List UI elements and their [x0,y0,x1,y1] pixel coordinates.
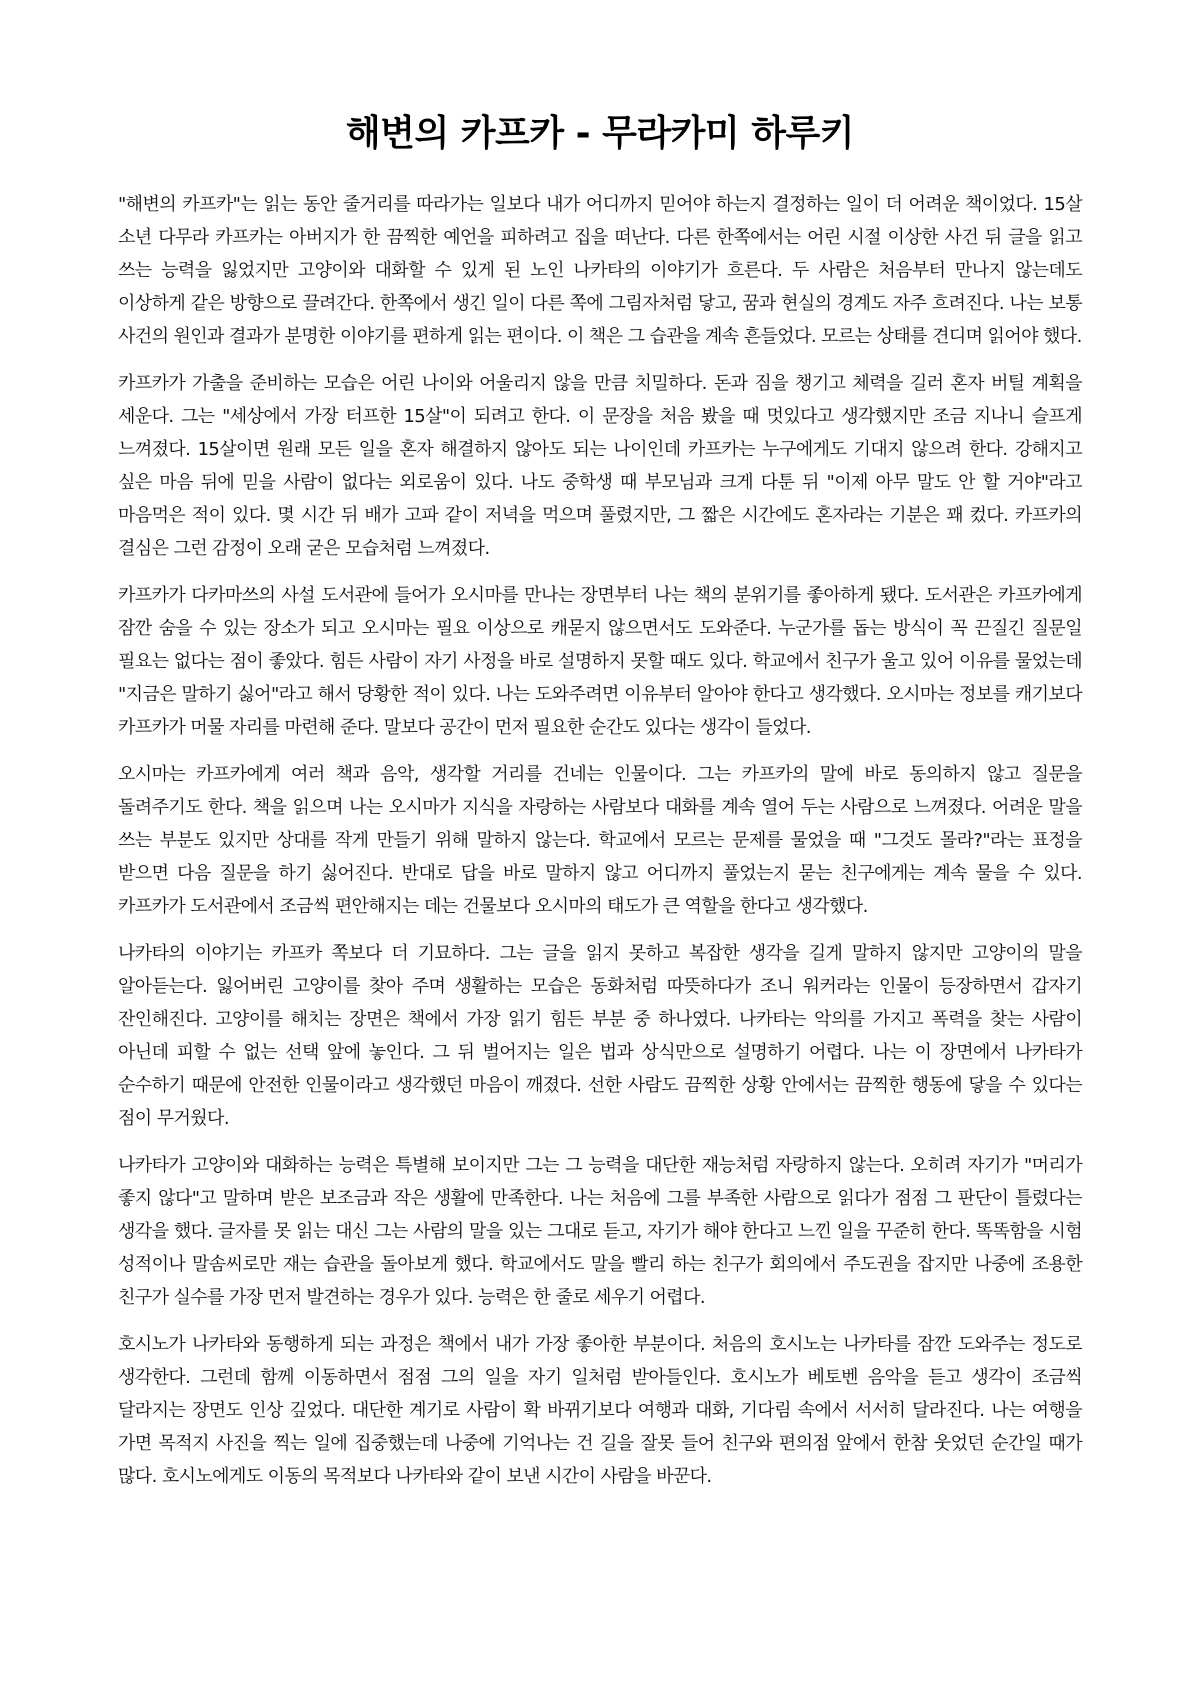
paragraph-4: 오시마는 카프카에게 여러 책과 음악, 생각할 거리를 건네는 인물이다. 그는 카프카의 말에 바로 동의하지 않고 질문을 돌려주기도 한다. 책을 읽으며 나는 오시마가 지식을 자랑하는 사람보다 대화를 계속 열어 두는 사람으로 느껴졌다. 어려운 말을 쓰는 부분도 있지만 상대를 작게 만들기 위해 말하지 않는다. 학교에서 모르는 문제를 물었을 때 "그것도 몰라?"라는 표정을 받으면 다음 질문을 하기 싫어진다. 반대로 답을 바로 말하지 않고 어디까지 풀었는지 묻는 친구에게는 계속 물을 수 있다. 카프카가 도서관에서 조금씩 편안해지는 데는 건물보다 오시마의 태도가 큰 역할을 한다고 생각했다. [118,764,1082,917]
paragraph-6: 나카타가 고양이와 대화하는 능력은 특별해 보이지만 그는 그 능력을 대단한 재능처럼 자랑하지 않는다. 오히려 자기가 "머리가 좋지 않다"고 말하며 받은 보조금과 작은 생활에 만족한다. 나는 처음에 그를 부족한 사람으로 읽다가 점점 그 판단이 틀렸다는 생각을 했다. 글자를 못 읽는 대신 그는 사람의 말을 있는 그대로 듣고, 자기가 해야 한다고 느낀 일을 꾸준히 한다. 똑똑함을 시험 성적이나 말솜씨로만 재는 습관을 돌아보게 했다. 학교에서도 말을 빨리 하는 친구가 회의에서 주도권을 잡지만 나중에 조용한 친구가 실수를 가장 먼저 발견하는 경우가 있다. 능력은 한 줄로 세우기 어렵다. [118,1155,1082,1308]
essay-body [118,188,1082,1493]
paragraph-7: 호시노가 나카타와 동행하게 되는 과정은 책에서 내가 가장 좋아한 부분이다. 처음의 호시노는 나카타를 잠깐 도와주는 정도로 생각한다. 그런데 함께 이동하면서 점점 그의 일을 자기 일처럼 받아들인다. 호시노가 베토벤 음악을 듣고 생각이 조금씩 달라지는 장면도 인상 깊었다. 대단한 계기로 사람이 확 바뀌기보다 여행과 대화, 기다림 속에서 서서히 달라진다. 나는 여행을 가면 목적지 사진을 찍는 일에 집중했는데 나중에 기억나는 건 길을 잘못 들어 친구와 편의점 앞에서 한참 웃었던 순간일 때가 많다. 호시노에게도 이동의 목적보다 나카타와 같이 보낸 시간이 사람을 바꾼다. [118,1334,1082,1487]
paragraph-3: 카프카가 다카마쓰의 사설 도서관에 들어가 오시마를 만나는 장면부터 나는 책의 분위기를 좋아하게 됐다. 도서관은 카프카에게 잠깐 숨을 수 있는 장소가 되고 오시마는 필요 이상으로 캐묻지 않으면서도 도와준다. 누군가를 돕는 방식이 꼭 끈질긴 질문일 필요는 없다는 점이 좋았다. 힘든 사람이 자기 사정을 바로 설명하지 못할 때도 있다. 학교에서 친구가 울고 있어 이유를 물었는데 "지금은 말하기 싫어"라고 해서 당황한 적이 있다. 나는 도와주려면 이유부터 알아야 한다고 생각했다. 오시마는 정보를 캐기보다 카프카가 머물 자리를 마련해 준다. 말보다 공간이 먼저 필요한 순간도 있다는 생각이 들었다. [118,585,1082,738]
paragraph-5: 나카타의 이야기는 카프카 쪽보다 더 기묘하다. 그는 글을 읽지 못하고 복잡한 생각을 길게 말하지 않지만 고양이의 말을 알아듣는다. 잃어버린 고양이를 찾아 주며 생활하는 모습은 동화처럼 따뜻하다가 조니 워커라는 인물이 등장하면서 갑자기 잔인해진다. 고양이를 해치는 장면은 책에서 가장 읽기 힘든 부분 중 하나였다. 나카타는 악의를 가지고 폭력을 찾는 사람이 아닌데 피할 수 없는 선택 앞에 놓인다. 그 뒤 벌어지는 일은 법과 상식만으로 설명하기 어렵다. 나는 이 장면에서 나카타가 순수하기 때문에 안전한 인물이라고 생각했던 마음이 깨졌다. 선한 사람도 끔찍한 상황 안에서는 끔찍한 행동에 닿을 수 있다는 점이 무거웠다. [118,943,1082,1129]
page-title: 해변의 카프카 - 무라카미 하루키 [345,113,855,154]
paragraph-1: "해변의 카프카"는 읽는 동안 줄거리를 따라가는 일보다 내가 어디까지 믿어야 하는지 결정하는 일이 더 어려운 책이었다. 15살 소년 다무라 카프카는 아버지가 한 끔찍한 예언을 피하려고 집을 떠난다. 다른 한쪽에서는 어린 시절 이상한 사건 뒤 글을 읽고 쓰는 능력을 잃었지만 고양이와 대화할 수 있게 된 노인 나카타의 이야기가 흐른다. 두 사람은 처음부터 만나지 않는데도 이상하게 같은 방향으로 끌려간다. 한쪽에서 생긴 일이 다른 쪽에 그림자처럼 닿고, 꿈과 현실의 경계도 자주 흐려진다. 나는 보통 사건의 원인과 결과가 분명한 이야기를 편하게 읽는 편이다. 이 책은 그 습관을 계속 흔들었다. 모르는 상태를 견디며 읽어야 했다. [118,194,1082,347]
paragraph-2: 카프카가 가출을 준비하는 모습은 어린 나이와 어울리지 않을 만큼 치밀하다. 돈과 짐을 챙기고 체력을 길러 혼자 버틸 계획을 세운다. 그는 "세상에서 가장 터프한 15살"이 되려고 한다. 이 문장을 처음 봤을 때 멋있다고 생각했지만 조금 지나니 슬프게 느껴졌다. 15살이면 원래 모든 일을 혼자 해결하지 않아도 되는 나이인데 카프카는 누구에게도 기대지 않으려 한다. 강해지고 싶은 마음 뒤에 믿을 사람이 없다는 외로움이 있다. 나도 중학생 때 부모님과 크게 다툰 뒤 "이제 아무 말도 안 할 거야"라고 마음먹은 적이 있다. 몇 시간 뒤 배가 고파 같이 저녁을 먹으며 풀렸지만, 그 짧은 시간에도 혼자라는 기분은 꽤 컸다. 카프카의 결심은 그런 감정이 오래 굳은 모습처럼 느껴졌다. [118,373,1082,559]
